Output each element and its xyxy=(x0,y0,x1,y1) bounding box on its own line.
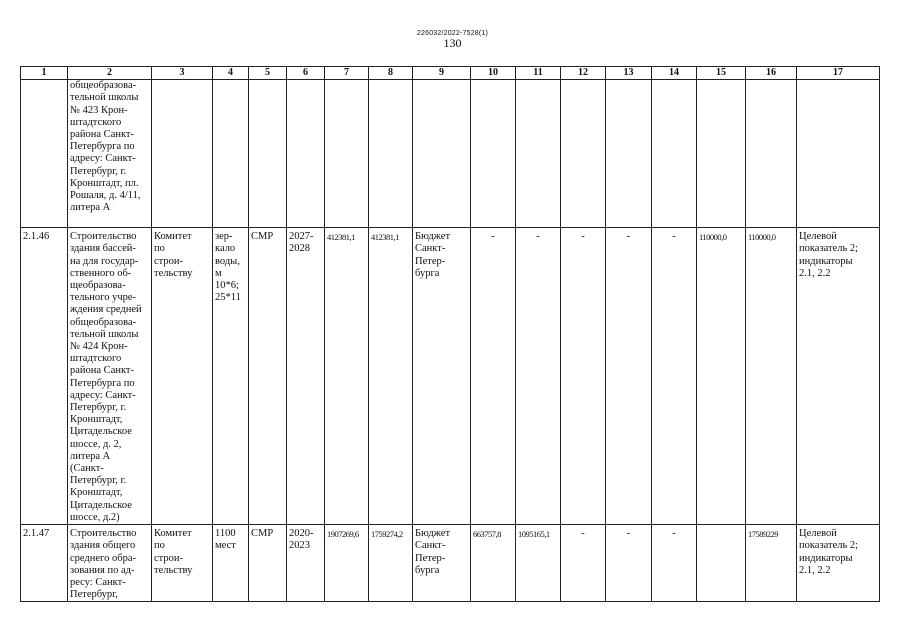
cell-period xyxy=(287,80,325,228)
cell-capacity xyxy=(213,80,249,228)
budget-table xyxy=(20,66,880,602)
cell-total-cost: 1907269,6 xyxy=(325,525,369,602)
col-header: 9 xyxy=(413,67,471,80)
cell-period: 2020- 2023 xyxy=(287,525,325,602)
cell-year-value: - xyxy=(652,228,697,525)
cell-total-cost xyxy=(325,80,369,228)
cell-year-value xyxy=(471,80,516,228)
cell-year-value: - xyxy=(561,228,606,525)
cell-remaining-cost xyxy=(369,80,413,228)
cell-source: Бюджет Санкт- Петер- бурга xyxy=(413,228,471,525)
cell-year-value: 17589229 xyxy=(746,525,797,602)
cell-work-type xyxy=(249,80,287,228)
col-header: 15 xyxy=(697,67,746,80)
cell-year-value: - xyxy=(606,228,652,525)
col-header: 2 xyxy=(68,67,152,80)
cell-year-value: - xyxy=(652,525,697,602)
cell-year-value: - xyxy=(471,228,516,525)
col-header: 13 xyxy=(606,67,652,80)
cell-number: 2.1.46 xyxy=(21,228,68,525)
col-header: 8 xyxy=(369,67,413,80)
cell-year-value: - xyxy=(606,525,652,602)
col-header: 5 xyxy=(249,67,287,80)
col-header: 6 xyxy=(287,67,325,80)
cell-capacity: зер- кало воды, м 10*6; 25*11 xyxy=(213,228,249,525)
col-header: 14 xyxy=(652,67,697,80)
col-header: 10 xyxy=(471,67,516,80)
col-header: 3 xyxy=(152,67,213,80)
cell-object-name: Строительство здания бассей- на для государ- ственного об- щеобразова- тельного учре- ждения средней общеобразова- тельной школы № 424 Крон- штадтского района Санкт- Петербурга по адресу: Санкт- Петербург, г. Кронштадт, Цитадельское шоссе, д. 2, литера А (Санкт- Петербург, г. Кронштадт, Цитадельское шоссе, д.2) xyxy=(68,228,152,525)
cell-total-cost: 412381,1 xyxy=(325,228,369,525)
cell-year-value xyxy=(697,80,746,228)
col-header: 1 xyxy=(21,67,68,80)
col-header: 11 xyxy=(516,67,561,80)
cell-year-value xyxy=(606,80,652,228)
cell-year-value: 663757,8 xyxy=(471,525,516,602)
col-header: 12 xyxy=(561,67,606,80)
cell-source: Бюджет Санкт- Петер- бурга xyxy=(413,525,471,602)
cell-indicator: Целевой показатель 2; индикаторы 2.1, 2.2 xyxy=(797,228,880,525)
col-header: 7 xyxy=(325,67,369,80)
cell-indicator xyxy=(797,80,880,228)
cell-responsible: Комитет по строи- тельству xyxy=(152,228,213,525)
col-header: 17 xyxy=(797,67,880,80)
cell-capacity: 1100 мест xyxy=(213,525,249,602)
cell-remaining-cost: 412381,1 xyxy=(369,228,413,525)
cell-year-value xyxy=(516,80,561,228)
page-number: 130 xyxy=(443,36,462,50)
cell-year-value xyxy=(697,525,746,602)
cell-year-value: 1095165,1 xyxy=(516,525,561,602)
cell-responsible: Комитет по строи- тельству xyxy=(152,525,213,602)
cell-responsible xyxy=(152,80,213,228)
cell-object-name: общеобразова- тельной школы № 423 Крон- штадтского района Санкт- Петербурга по адресу: Санкт- Петербург, г. Кронштадт, пл. Рошаля, д. 4/11, литера А xyxy=(68,80,152,228)
cell-year-value: - xyxy=(516,228,561,525)
col-header: 4 xyxy=(213,67,249,80)
cell-year-value xyxy=(652,80,697,228)
document-code: 226032/2022-7528(1) xyxy=(416,30,489,37)
header-row xyxy=(21,67,880,80)
cell-year-value xyxy=(746,80,797,228)
cell-year-value xyxy=(561,80,606,228)
table-row xyxy=(21,525,880,602)
cell-number: 2.1.47 xyxy=(21,525,68,602)
col-header: 16 xyxy=(746,67,797,80)
cell-work-type: СМР xyxy=(249,525,287,602)
cell-remaining-cost: 1759274,2 xyxy=(369,525,413,602)
cell-year-value: 110000,0 xyxy=(746,228,797,525)
cell-period: 2027- 2028 xyxy=(287,228,325,525)
cell-indicator: Целевой показатель 2; индикаторы 2.1, 2.2 xyxy=(797,525,880,602)
cell-source xyxy=(413,80,471,228)
cell-number xyxy=(21,80,68,228)
cell-year-value: - xyxy=(561,525,606,602)
cell-object-name: Строительство здания общего среднего обра- зования по ад- ресу: Санкт- Петербург, xyxy=(68,525,152,602)
table-row xyxy=(21,80,880,228)
cell-year-value: 110000,0 xyxy=(697,228,746,525)
cell-work-type: СМР xyxy=(249,228,287,525)
table-row xyxy=(21,228,880,525)
